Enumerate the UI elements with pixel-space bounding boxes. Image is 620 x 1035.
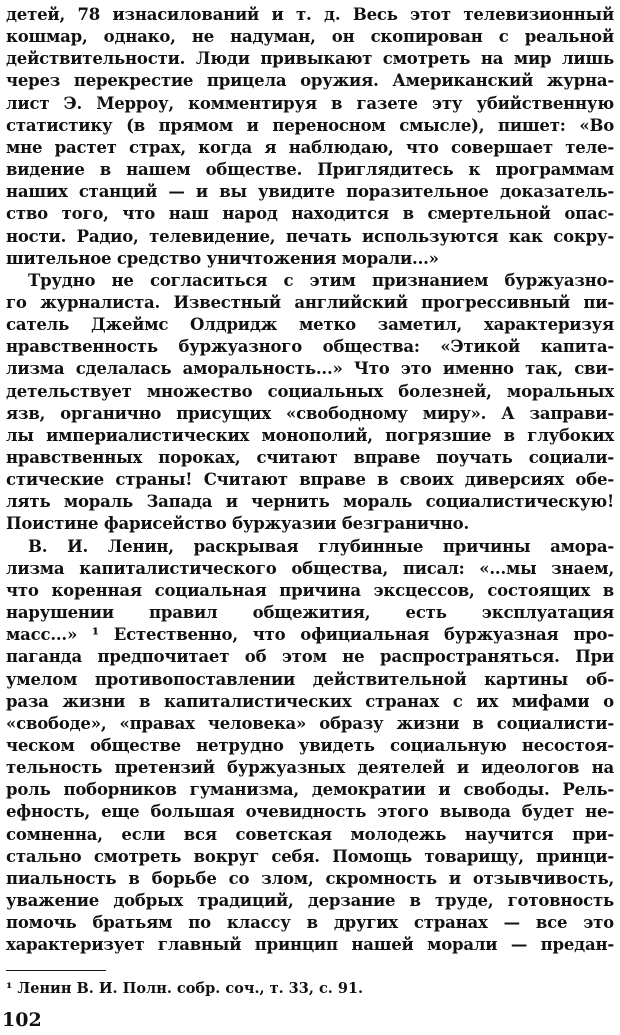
text-line: лы империалистических монополий, погрязшие в глубоких	[6, 425, 614, 445]
text-line: шительное средство уничтожения морали...»	[6, 248, 439, 268]
text-line: мне растет страх, когда я наблюдаю, что совершает теле-	[6, 137, 614, 157]
page-number: 102	[2, 1009, 42, 1031]
text-line: детельствует множество социальных болезней, моральных	[6, 381, 614, 401]
text-line: ефность, еще большая очевидность этого вывода будет не-	[6, 802, 614, 822]
text-line: детей, 78 изнасилований и т. д. Весь этот телевизионный	[6, 5, 614, 24]
text-line: пиальность в борьбе со злом, скромность и отзывчивость,	[6, 868, 614, 888]
text-line: ческом обществе нетрудно увидеть социальную несостоя-	[6, 735, 614, 755]
text-line: нарушении правил общежития, есть эксплуатация	[6, 603, 614, 623]
text-line: сомненна, если вся советская молодежь научится при-	[6, 824, 614, 844]
text-line: лист Э. Мерроу, комментируя в газете эту убийственную	[6, 93, 614, 113]
text-line: наших станций — и вы увидите поразительное доказатель-	[6, 182, 614, 202]
text-line: кошмар, однако, не надуман, он скопирован с реальной	[6, 27, 614, 47]
text-line: стально смотреть вокруг себя. Помощь товарищу, принци-	[6, 846, 614, 866]
text-line: масс...» ¹ Естественно, что официальная буржуазная про-	[6, 625, 614, 645]
text-line: В. И. Ленин, раскрывая глубинные причины амора-	[28, 536, 614, 556]
footnote-divider	[6, 970, 106, 971]
text-line: через перекрестие прицела оружия. Американский журна-	[6, 71, 614, 91]
text-line: раза жизни в капиталистических странах с их мифами о	[6, 691, 614, 711]
text-line: стические страны! Считают вправе в своих диверсиях обе-	[6, 470, 614, 490]
text-line: действительности. Люди привыкают смотреть на мир лишь	[6, 49, 614, 69]
text-line: уважение добрых традиций, дерзание в труде, готовность	[6, 891, 614, 910]
text-line: что коренная социальная причина эксцессов, состоящих в	[6, 580, 614, 600]
text-line: статистику (в прямом и переносном смысле), пишет: «Во	[6, 115, 614, 135]
text-line: язв, органично присущих «свободному миру». А заправи-	[6, 403, 614, 423]
text-line: лизма сделалась аморальность...» Что это именно так, сви-	[6, 359, 614, 379]
text-line: умелом противопоставлении действительной картины об-	[6, 669, 614, 689]
text-line: го журналиста. Известный английский прогрессивный пи-	[6, 292, 614, 312]
text-line: ство того, что наш народ находится в смертельной опас-	[6, 204, 614, 224]
text-line: нравственных пороках, считают вправе поучать социали-	[6, 448, 614, 467]
text-line: характеризует главный принцип нашей морали — предан-	[6, 935, 614, 955]
text-line: видение в нашем обществе. Приглядитесь к программам	[6, 160, 614, 180]
text-line: лизма капиталистического общества, писал: «...мы знаем,	[6, 558, 614, 578]
text-line: тельность претензий буржуазных деятелей и идеологов на	[6, 758, 614, 778]
text-line: паганда предпочитает об этом не распространяться. При	[6, 647, 614, 667]
text-line: ности. Радио, телевидение, печать используются как сокру-	[6, 226, 614, 246]
text-line: сатель Джеймс Олдридж метко заметил, характеризуя	[6, 315, 614, 335]
text-line: помочь братьям по классу в других странах — все это	[6, 913, 614, 933]
text-line: «свободе», «правах человека» образу жизни в социалисти-	[6, 713, 614, 733]
text-line: роль поборников гуманизма, демократии и свободы. Рель-	[6, 780, 614, 800]
text-line: Поистине фарисейство буржуазии безгранично.	[6, 514, 470, 534]
text-line: лять мораль Запада и чернить мораль социалистическую!	[6, 492, 614, 512]
text-line: Трудно не согласиться с этим признанием буржуазно-	[28, 270, 614, 290]
text-line: нравственность буржуазного общества: «Этикой капита-	[6, 337, 614, 357]
footnote: ¹ Ленин В. И. Полн. собр. соч., т. 33, с. 91.	[6, 980, 364, 997]
